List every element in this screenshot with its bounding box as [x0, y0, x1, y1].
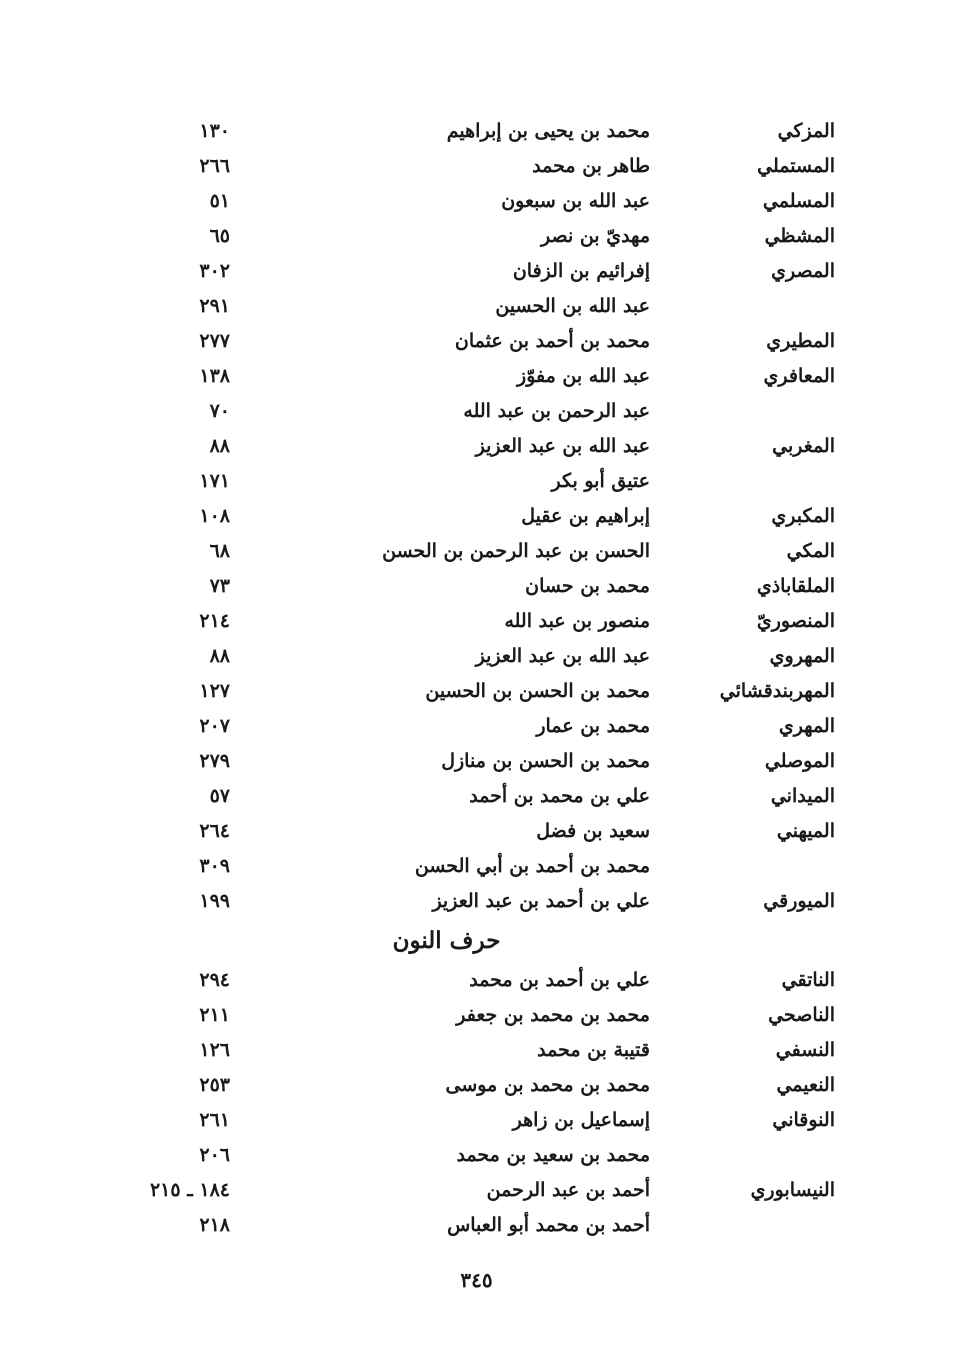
entry-page-ref: ١٨٤ ـ ٢١٥: [149, 1179, 230, 1201]
entry-name: عبد الله بن عبد العزيز: [475, 435, 650, 457]
entry-name: عبد الله بن عبد العزيز: [475, 645, 650, 667]
entry-nisba: النيسابوري: [750, 1179, 835, 1201]
entry-page-ref: ٢٧٩: [199, 750, 230, 772]
index-entry: [0, 569, 953, 604]
entry-name: محمد بن سعيد بن محمد: [456, 1144, 650, 1166]
entry-nisba: المسلمي: [762, 190, 835, 212]
entry-name: إسماعيل بن زاهر: [512, 1109, 650, 1131]
entry-nisba: المهروي: [769, 645, 835, 667]
entry-nisba: النعيمي: [776, 1074, 835, 1096]
index-entry: [0, 149, 953, 184]
index-entry: [0, 359, 953, 394]
index-entry: [0, 254, 953, 289]
entry-page-ref: ٢٦٤: [199, 820, 230, 842]
page-number: ٣٤٥: [460, 1268, 493, 1292]
entry-name: أحمد بن محمد أبو العباس: [447, 1214, 650, 1236]
entry-nisba: المزكي: [777, 120, 835, 142]
entry-page-ref: ١٧١: [199, 470, 230, 492]
index-entry: [0, 884, 953, 919]
entry-nisba: الناصحي: [768, 1004, 835, 1026]
index-entry: [0, 429, 953, 464]
entry-nisba: الميداني: [770, 785, 835, 807]
entry-name: إفرائيم بن الزفان: [512, 260, 650, 282]
entry-name: محمد بن الحسن بن الحسين: [425, 680, 650, 702]
entry-nisba: الميورقي: [763, 890, 835, 912]
entry-name: علي بن محمد بن أحمد: [469, 785, 650, 807]
index-entry: [0, 998, 953, 1033]
entry-page-ref: ١٢٧: [199, 680, 230, 702]
entry-name: محمد بن أحمد بن أبي الحسن: [414, 855, 650, 877]
entry-page-ref: ١٣٨: [199, 365, 230, 387]
entry-nisba: المكي: [786, 540, 835, 562]
index-entry: [0, 674, 953, 709]
entry-nisba: الملقاباذي: [756, 575, 835, 597]
entry-name: منصور بن عبد الله: [504, 610, 650, 632]
index-entry: [0, 779, 953, 814]
entry-name: محمد بن أحمد بن عثمان: [454, 330, 650, 352]
section-heading: حرف النون: [392, 927, 501, 954]
index-entry: [0, 464, 953, 499]
entry-name: علي بن أحمد بن عبد العزيز: [432, 890, 650, 912]
entry-name: طاهر بن محمد: [532, 155, 650, 177]
entry-page-ref: ٢١٨: [199, 1214, 230, 1236]
entry-name: محمد بن عمار: [536, 715, 650, 737]
entry-name: قتيبة بن محمد: [537, 1039, 650, 1061]
index-entry: [0, 289, 953, 324]
entry-page-ref: ١٣٠: [199, 120, 230, 142]
entry-nisba: الناتقي: [781, 969, 835, 991]
entry-nisba: النسفي: [775, 1039, 835, 1061]
entry-page-ref: ٢٩١: [199, 295, 230, 317]
index-entry: [0, 324, 953, 359]
index-entry: [0, 709, 953, 744]
entry-name: علي بن أحمد بن محمد: [469, 969, 650, 991]
entries-group-meem: [0, 114, 953, 919]
entry-page-ref: ٥٧: [209, 785, 230, 807]
entry-name: إبراهيم بن عقيل: [521, 505, 650, 527]
index-entry: [0, 639, 953, 674]
entry-name: عبد الله بن سبعون: [501, 190, 650, 212]
entries-group-noon: [0, 963, 953, 1243]
entry-page-ref: ٢٦٦: [199, 155, 230, 177]
entry-name: عبد الرحمن بن عبد الله: [463, 400, 650, 422]
entry-page-ref: ١٠٨: [199, 505, 230, 527]
entry-page-ref: ١٩٩: [199, 890, 230, 912]
entry-name: محمد بن حسان: [525, 575, 650, 597]
entry-page-ref: ٦٥: [209, 225, 230, 247]
entry-name: مهديّ بن نصر: [540, 225, 650, 247]
entry-nisba: المنصوريّ: [756, 610, 835, 632]
index-list: [0, 114, 953, 1243]
entry-page-ref: ٥١: [209, 190, 230, 212]
entry-nisba: الموصلي: [764, 750, 835, 772]
index-entry: [0, 1033, 953, 1068]
entry-page-ref: ٨٨: [209, 645, 230, 667]
index-entry: [0, 744, 953, 779]
entry-page-ref: ٢٩٤: [199, 969, 230, 991]
entry-name: عبد الله بن مفوّز: [517, 365, 650, 387]
entry-page-ref: ٨٨: [209, 435, 230, 457]
index-entry: [0, 814, 953, 849]
entry-page-ref: ٢٦١: [199, 1109, 230, 1131]
entry-page-ref: ٧٠: [209, 400, 230, 422]
entry-name: سعيد بن فضل: [536, 820, 650, 842]
index-entry: [0, 849, 953, 884]
entry-page-ref: ٣٠٢: [199, 260, 230, 282]
index-entry: [0, 534, 953, 569]
entry-nisba: الميهني: [776, 820, 835, 842]
entry-name: عتيق أبو بكر: [551, 470, 650, 492]
entry-name: محمد بن محمد بن جعفر: [456, 1004, 650, 1026]
entry-nisba: النوقاني: [772, 1109, 835, 1131]
index-entry: [0, 963, 953, 998]
entry-page-ref: ٢١١: [199, 1004, 230, 1026]
entry-nisba: المكبري: [771, 505, 835, 527]
entry-nisba: المهري: [778, 715, 835, 737]
entry-nisba: المغربي: [772, 435, 835, 457]
entry-page-ref: ٢٠٧: [199, 715, 230, 737]
index-entry: [0, 394, 953, 429]
index-entry: [0, 499, 953, 534]
index-entry: [0, 1103, 953, 1138]
entry-nisba: المهربندقشائي: [719, 680, 835, 702]
index-entry: [0, 1138, 953, 1173]
index-entry: [0, 1173, 953, 1208]
entry-nisba: المشظي: [764, 225, 835, 247]
entry-nisba: المعافري: [763, 365, 835, 387]
entry-nisba: المستملي: [757, 155, 835, 177]
index-entry: [0, 604, 953, 639]
index-entry: [0, 1068, 953, 1103]
entry-page-ref: ٦٨: [209, 540, 230, 562]
entry-name: الحسن بن عبد الرحمن بن الحسن: [382, 540, 650, 562]
entry-page-ref: ١٢٦: [199, 1039, 230, 1061]
index-entry: [0, 184, 953, 219]
entry-nisba: المصري: [771, 260, 835, 282]
entry-page-ref: ٢١٤: [199, 610, 230, 632]
entry-page-ref: ٢٥٣: [199, 1074, 230, 1096]
entry-name: أحمد بن عبد الرحمن: [486, 1179, 650, 1201]
entry-page-ref: ٢٠٦: [199, 1144, 230, 1166]
index-entry: [0, 114, 953, 149]
entry-name: عبد الله بن الحسين: [495, 295, 650, 317]
index-entry: [0, 1208, 953, 1243]
entry-name: محمد بن يحيى بن إبراهيم: [446, 120, 650, 142]
entry-page-ref: ٢٧٧: [199, 330, 230, 352]
index-entry: [0, 219, 953, 254]
entry-page-ref: ٣٠٩: [199, 855, 230, 877]
entry-name: محمد بن الحسن بن منازل: [441, 750, 650, 772]
entry-page-ref: ٧٣: [209, 575, 230, 597]
section-heading-row: [0, 919, 953, 963]
entry-name: محمد بن محمد بن موسى: [445, 1074, 650, 1096]
entry-nisba: المطيري: [766, 330, 835, 352]
